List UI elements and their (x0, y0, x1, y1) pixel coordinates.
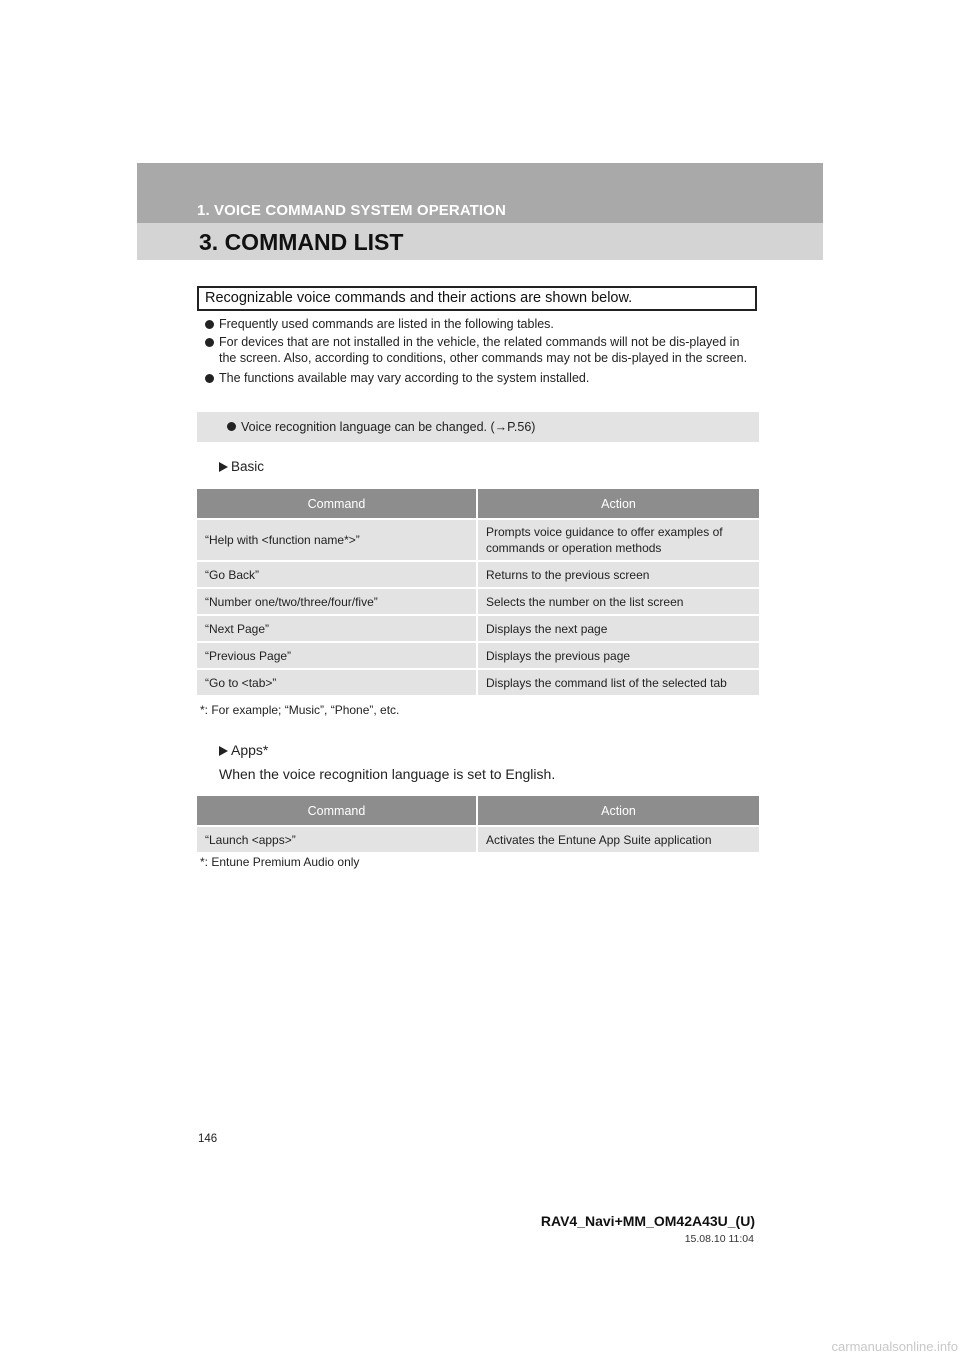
section-title: 1. VOICE COMMAND SYSTEM OPERATION (197, 202, 506, 219)
action-cell: Activates the Entune App Suite application (478, 827, 759, 852)
page-number: 146 (198, 1133, 218, 1145)
section-header-band (137, 163, 823, 260)
command-cell: “Next Page” (197, 616, 478, 641)
command-cell: “Help with <function name*>” (197, 520, 478, 560)
intro-box: Recognizable voice commands and their actions are shown below. (197, 286, 757, 311)
table-row (197, 827, 759, 852)
bullet-dot-icon (227, 422, 236, 431)
table-row (197, 670, 759, 695)
bullet-dot-icon (205, 374, 214, 383)
action-cell: Displays the command list of the selected tab (478, 670, 759, 695)
bullet-text: The functions available may vary according to the system installed. (219, 370, 590, 385)
column-header-action: Action (478, 796, 759, 825)
command-cell: “Number one/two/three/four/five” (197, 589, 478, 614)
bullet-item (205, 316, 757, 333)
bullet-item (205, 370, 757, 387)
bullet-dot-icon (205, 338, 214, 347)
bullet-text: Frequently used commands are listed in the following tables. (219, 317, 554, 331)
table-row (197, 643, 759, 668)
basic-footnote: *: For example; “Music”, “Phone”, etc. (200, 703, 400, 717)
action-cell: Displays the previous page (478, 643, 759, 668)
table-header-row (197, 489, 759, 518)
note-item (227, 412, 759, 442)
command-cell: “Go to <tab>” (197, 670, 478, 695)
apps-subtext: When the voice recognition language is set to English. (219, 766, 556, 782)
bullet-item (205, 334, 757, 367)
apps-footnote: *: Entune Premium Audio only (200, 855, 360, 869)
action-cell: Returns to the previous screen (478, 562, 759, 587)
apps-heading: Apps* (219, 742, 268, 758)
note-text: Voice recognition language can be changed. (→P.56) (241, 420, 536, 434)
table-row (197, 520, 759, 560)
command-cell: “Go Back” (197, 562, 478, 587)
triangle-right-icon (219, 462, 228, 472)
info-note (197, 412, 759, 442)
command-cell: “Previous Page” (197, 643, 478, 668)
basic-heading: Basic (219, 459, 264, 474)
column-header-command: Command (197, 796, 478, 825)
action-cell: Prompts voice guidance to offer examples of commands or operation methods (478, 520, 759, 560)
bullet-dot-icon (205, 320, 214, 329)
triangle-right-icon (219, 746, 228, 756)
bullet-list (205, 316, 757, 387)
table-row (197, 562, 759, 587)
table-header-row (197, 796, 759, 825)
basic-command-table (197, 487, 759, 697)
watermark: carmanualsonline.info (778, 1336, 960, 1358)
document-timestamp: 15.08.10 11:04 (684, 1233, 754, 1245)
page-title: 3. COMMAND LIST (199, 229, 404, 255)
table-row (197, 616, 759, 641)
column-header-action: Action (478, 489, 759, 518)
command-cell: “Launch <apps>” (197, 827, 478, 852)
action-cell: Selects the number on the list screen (478, 589, 759, 614)
column-header-command: Command (197, 489, 478, 518)
document-id: RAV4_Navi+MM_OM42A43U_(U) (540, 1213, 755, 1229)
action-cell: Displays the next page (478, 616, 759, 641)
apps-command-table (197, 794, 759, 854)
bullet-text: For devices that are not installed in the vehicle, the related commands will not be dis-played in the screen. Also, according to conditions, other commands may not be dis-played in the screen. (219, 334, 748, 365)
table-row (197, 589, 759, 614)
